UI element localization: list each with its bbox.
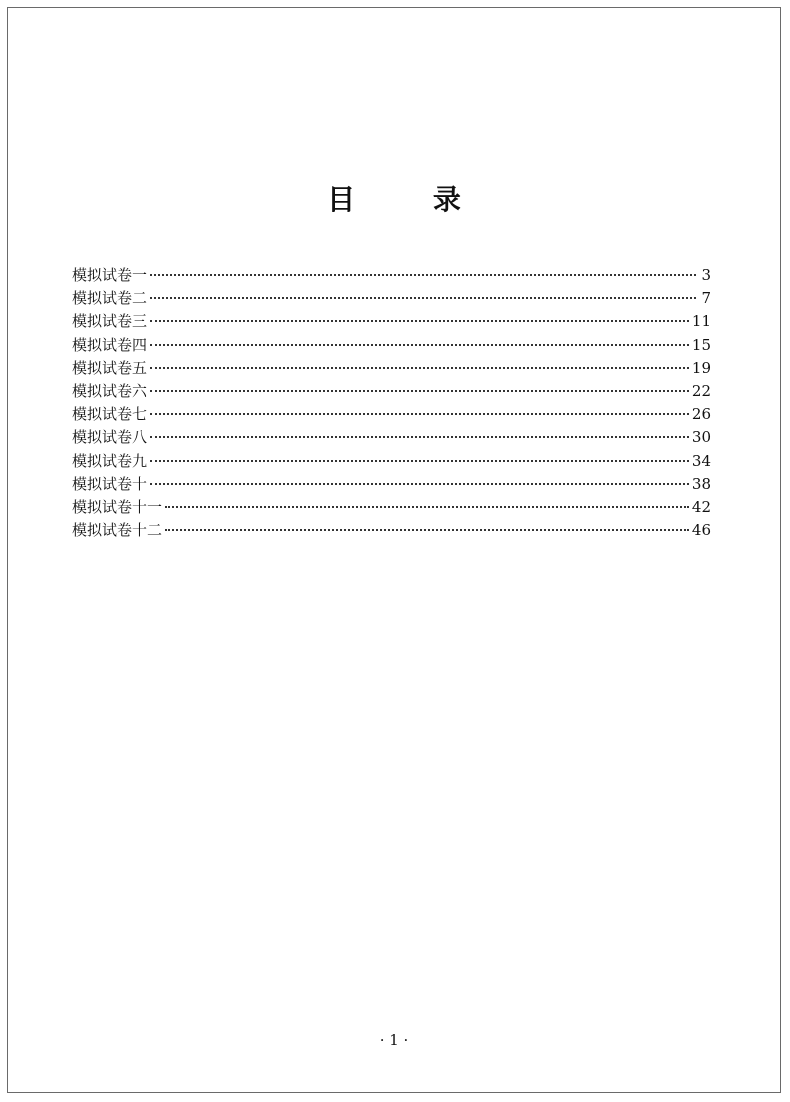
toc-entry[interactable]: [72, 287, 711, 310]
toc-dot-leader: [150, 460, 689, 462]
toc-entry-page: 15: [691, 335, 711, 354]
toc-dot-leader: [150, 344, 689, 346]
toc-dot-leader: [150, 297, 696, 299]
toc-entry-page: 19: [691, 358, 711, 377]
toc-entry-page: 42: [691, 497, 711, 516]
toc-entry[interactable]: [72, 450, 711, 473]
toc-entry[interactable]: [72, 310, 711, 333]
toc-entry[interactable]: [72, 264, 711, 287]
page-title: 目 录: [327, 183, 495, 216]
toc-entry-label: 模拟试卷十一: [72, 497, 163, 516]
toc-entry-page: 46: [691, 521, 711, 540]
toc-entry-page: 38: [691, 474, 711, 493]
toc-entry[interactable]: [72, 496, 711, 519]
page-number: · 1 ·: [379, 1031, 409, 1049]
toc-entry-label: 模拟试卷三: [72, 312, 148, 331]
toc-entry-label: 模拟试卷五: [72, 358, 148, 377]
toc-entry-page: 26: [691, 405, 711, 424]
toc-entry-page: 22: [691, 381, 711, 400]
toc-entry-label: 模拟试卷六: [72, 381, 148, 400]
toc-entry-label: 模拟试卷四: [72, 335, 148, 354]
toc-dot-leader: [150, 413, 689, 415]
toc-entry-label: 模拟试卷十二: [72, 521, 163, 540]
toc-entry[interactable]: [72, 519, 711, 542]
toc-dot-leader: [150, 390, 689, 392]
toc-entry[interactable]: [72, 334, 711, 357]
document-page: [7, 7, 781, 1093]
toc-entry-page: 30: [691, 428, 711, 447]
toc-entry-label: 模拟试卷八: [72, 428, 148, 447]
toc-entry[interactable]: [72, 357, 711, 380]
toc-dot-leader: [165, 506, 689, 508]
toc-entry[interactable]: [72, 473, 711, 496]
toc-dot-leader: [150, 483, 689, 485]
toc-entry-page: 3: [701, 266, 711, 284]
toc-entry-page: 7: [701, 289, 711, 308]
toc-dot-leader: [150, 436, 689, 438]
toc-entry-page: 34: [691, 451, 711, 470]
toc-dot-leader: [150, 274, 696, 276]
toc-entry-label: 模拟试卷十: [72, 474, 148, 493]
toc-entry-label: 模拟试卷一: [72, 266, 148, 284]
toc-entry[interactable]: [72, 380, 711, 403]
toc-entry[interactable]: [72, 426, 711, 449]
table-of-contents: [72, 264, 711, 542]
toc-dot-leader: [150, 320, 689, 322]
toc-dot-leader: [150, 367, 689, 369]
toc-entry-label: 模拟试卷二: [72, 289, 148, 308]
toc-dot-leader: [165, 529, 689, 531]
toc-entry-page: 11: [691, 312, 711, 331]
toc-entry[interactable]: [72, 403, 711, 426]
toc-entry-label: 模拟试卷七: [72, 405, 148, 424]
toc-entry-label: 模拟试卷九: [72, 451, 148, 470]
